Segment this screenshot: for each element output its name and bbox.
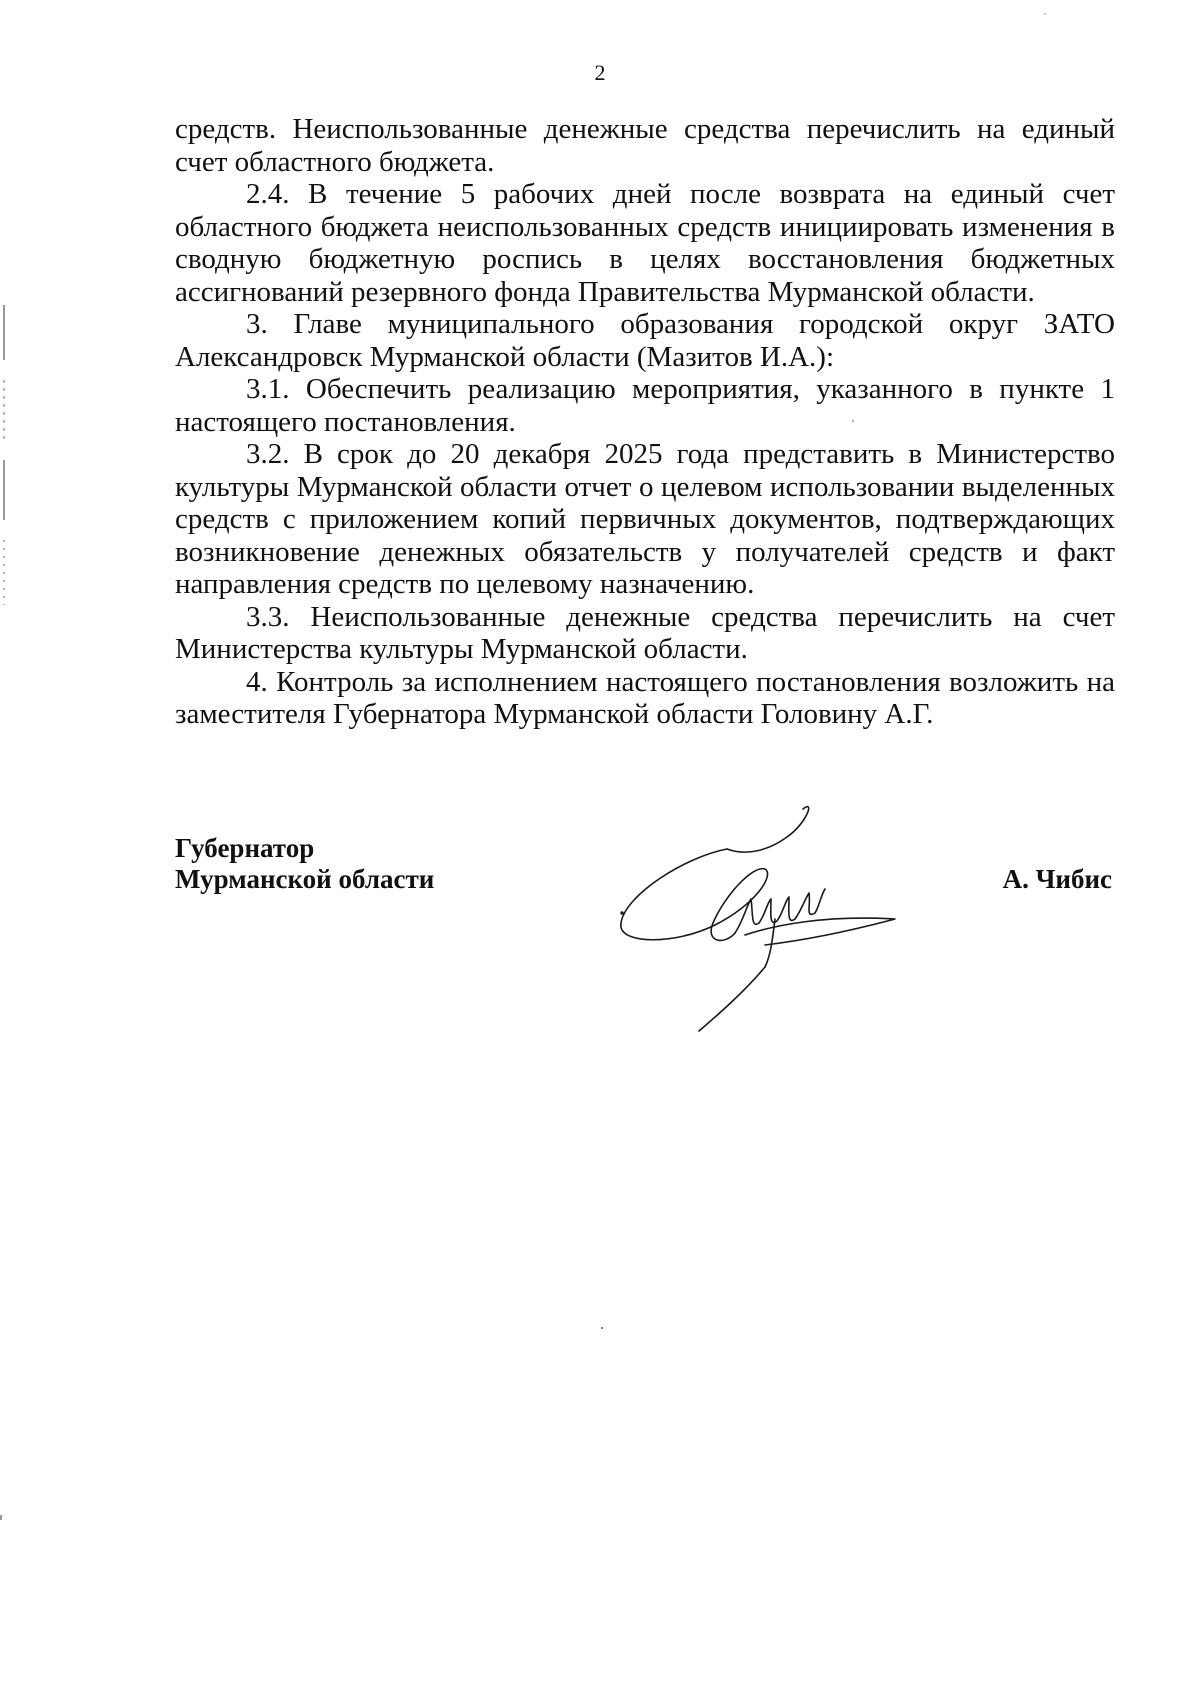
paragraph-3-1: 3.1. Обеспечить реализацию мероприятия, указанного в пункте 1 настоящего постановления. [175, 373, 1115, 438]
paragraph-3-3: 3.3. Неиспользованные денежные средства перечислить на счет Министерства культуры Мурманской области. [175, 600, 1115, 665]
paragraph-4: 4. Контроль за исполнением настоящего постановления возложить на заместителя Губернатора Мурманской области Головину А.Г. [175, 665, 1115, 730]
document-body [175, 113, 1115, 731]
signatory-title-line-2: Мурманской области [175, 864, 435, 894]
signatory-name: А. Чибис [1002, 864, 1112, 894]
paragraph-continuation: средств. Неиспользованные денежные средства перечислить на единый счет областного бюджета. [175, 113, 1115, 178]
page-number: 2 [594, 60, 606, 85]
signatory-title [175, 833, 434, 895]
paragraph-3-2: 3.2. В срок до 20 декабря 2025 года представить в Министерство культуры Мурманской области отчет о целевом использовании выделенных средств с приложением копий первичных документов, подтверждающих возникновение денежных обязательств у получателей средств и факт направления средств по целевому назначению. [175, 438, 1115, 600]
paragraph-2-4: 2.4. В течение 5 рабочих дней после возврата на единый счет областного бюджета неиспользованных средств инициировать изменения в сводную бюджетную роспись в целях восстановления бюджетных ассигнований резервного фонда Правительства Мурманской области. [175, 178, 1115, 308]
signatory-title-line-1: Губернатор [175, 833, 315, 863]
paragraph-3: 3. Главе муниципального образования городской округ ЗАТО Александровск Мурманской области (Мазитов И.А.): [175, 308, 1115, 373]
handwritten-signature [615, 795, 905, 1035]
